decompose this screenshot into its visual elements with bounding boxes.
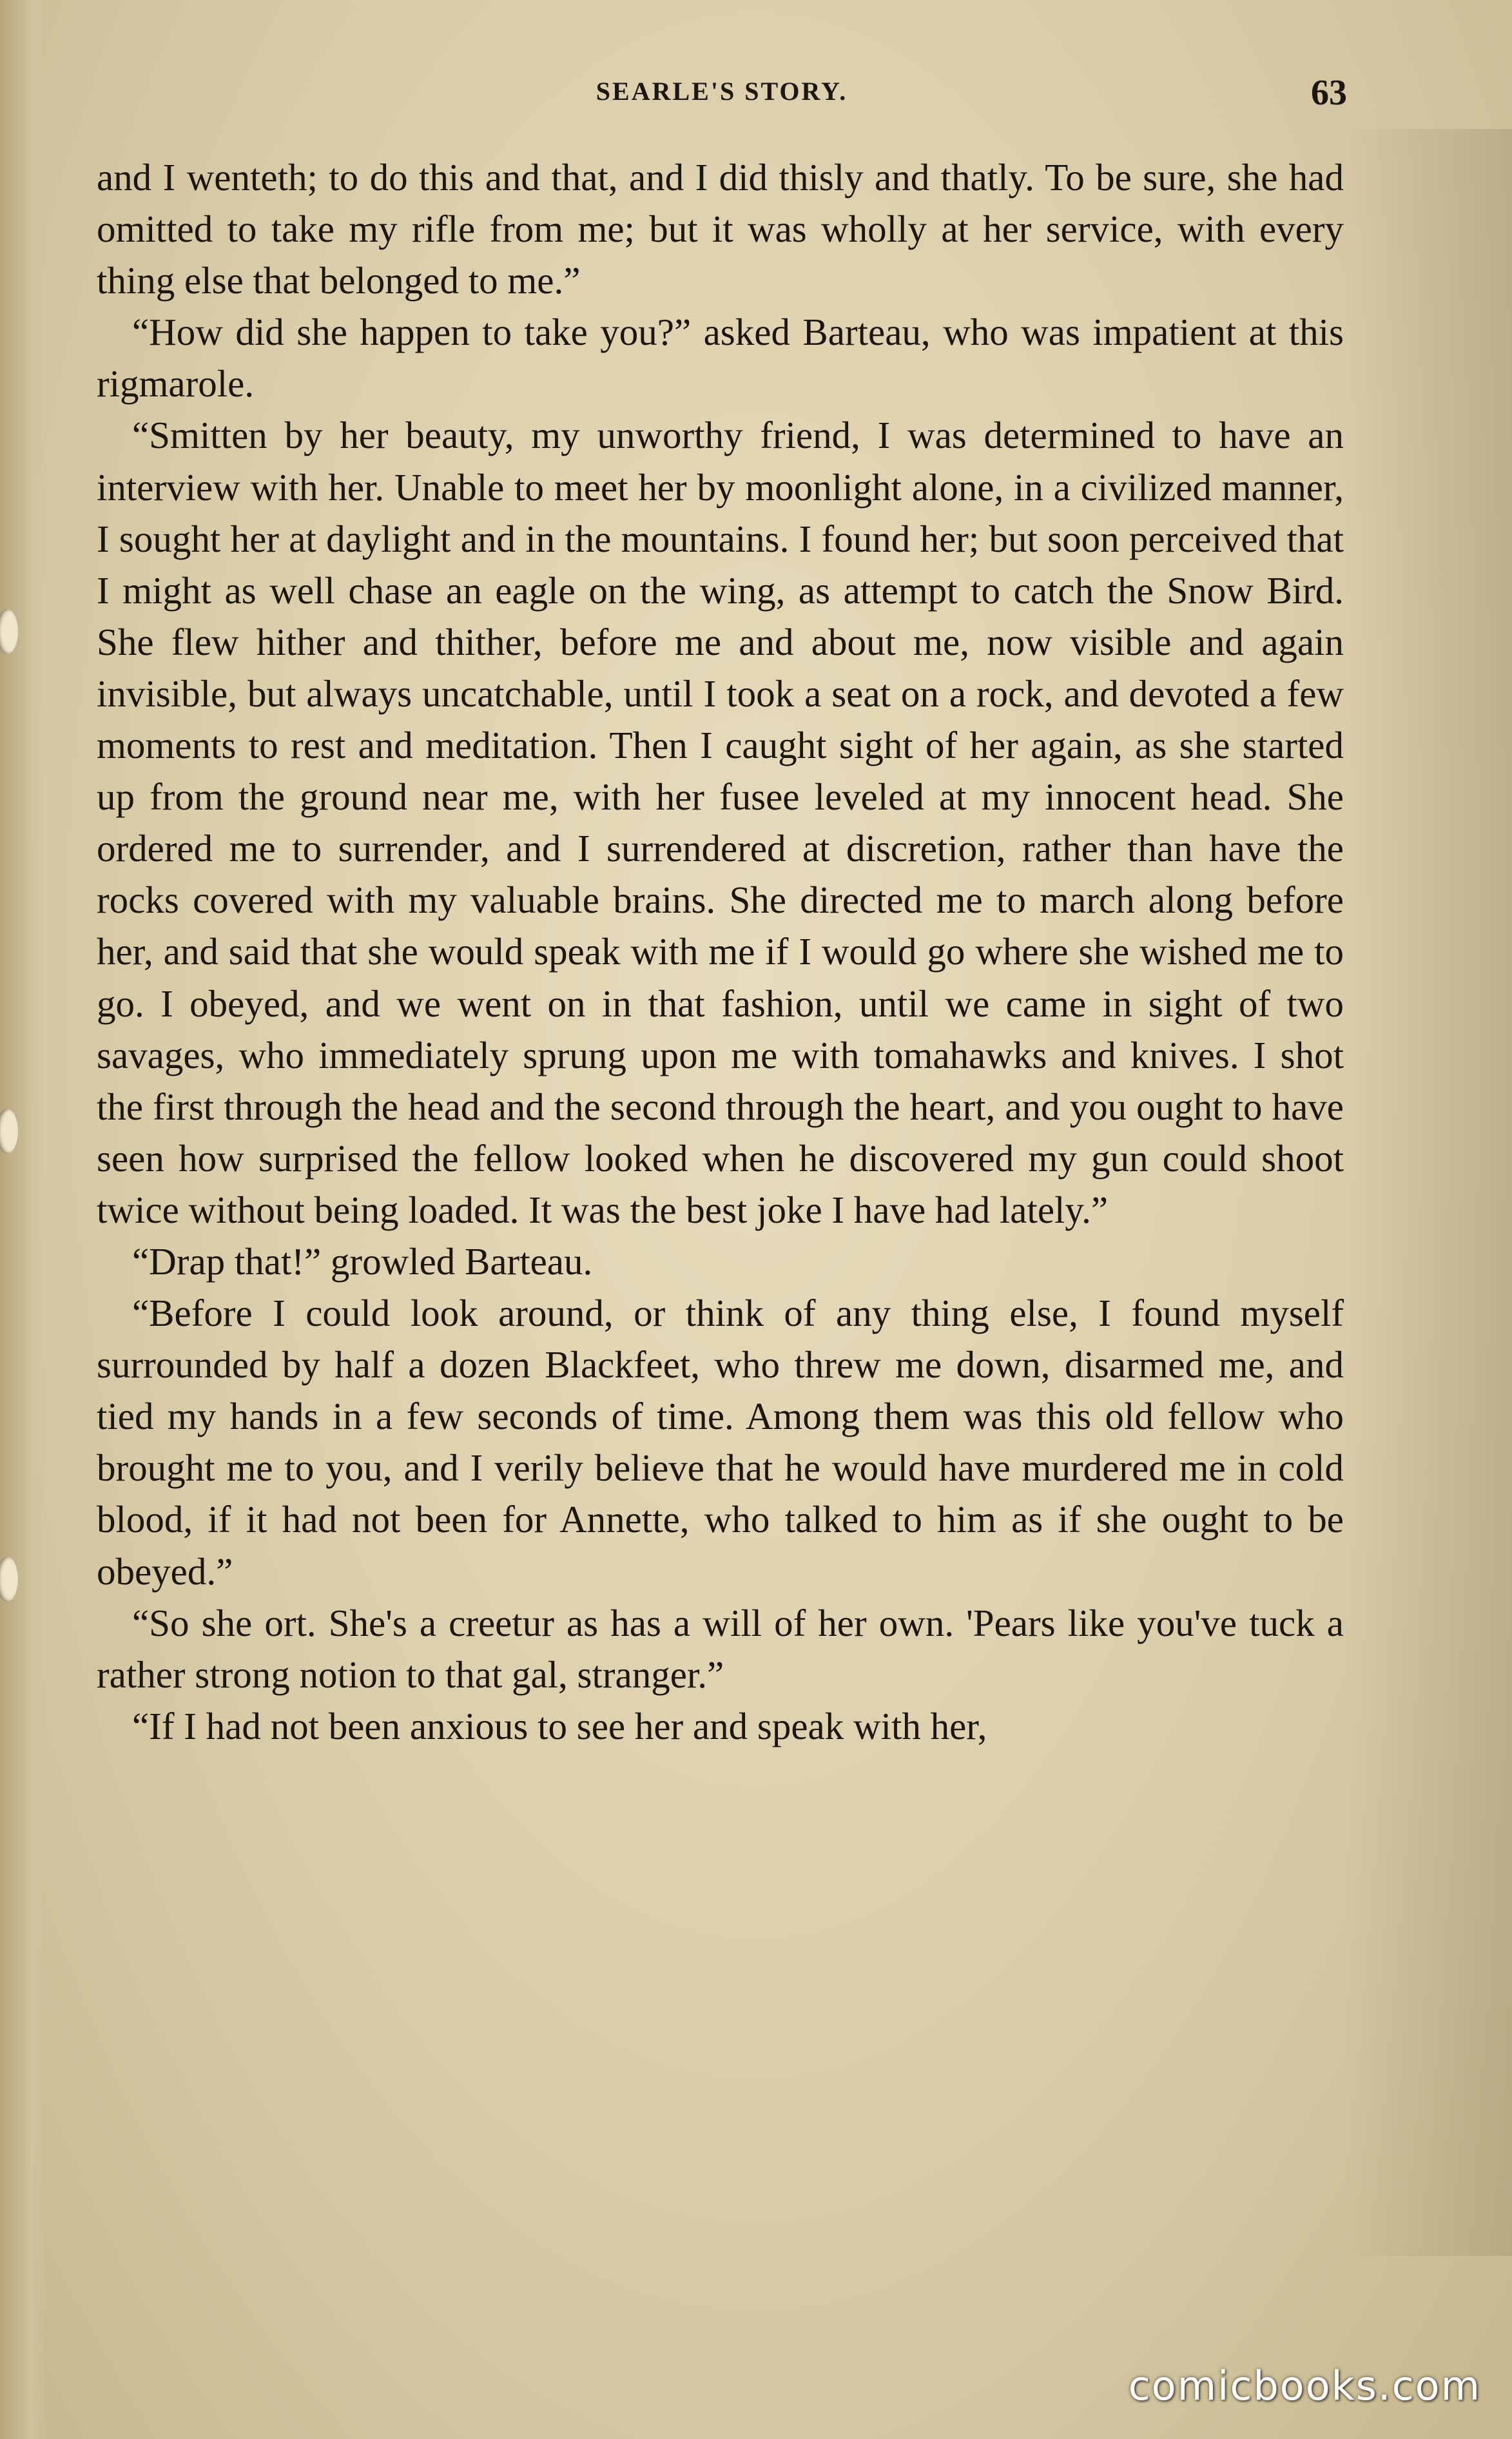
paragraph: “Before I could look around, or think of any thing else, I found myself surrounded by half a dozen Blackfeet, who threw me down, disarmed me, and tied my hands in a few seconds of time. Among them was this old fellow who brought me to you, and I verily believe that he would have murdered me in cold blood, if it had not been for Annette, who talked to him as if she ought to be obeyed.”	[97, 1292, 1344, 1593]
page-number: 63	[1311, 73, 1347, 113]
paragraph: “How did she happen to take you?” asked Barteau, who was impatient at this rigmarole.	[97, 311, 1344, 405]
watermark: comicbooks.com	[1128, 2362, 1481, 2409]
paragraph: “If I had not been anxious to see her and speak with her,	[132, 1704, 987, 1747]
page-gutter-shadow	[0, 0, 45, 2439]
paragraph: “Drap that!” growled Barteau.	[132, 1239, 593, 1283]
show-through-shadow	[1344, 129, 1512, 2256]
paragraph: and I wenteth; to do this and that, and I did thisly and thatly. To be sure, she had omitted to take my rifle from me; but it was wholly at her service, with every thing else that belonged to me.”	[97, 156, 1344, 302]
running-head: SEARLE'S STORY.	[596, 77, 848, 106]
paragraph: “So she ort. She's a creetur as has a will of her own. 'Pears like you've tuck a rather strong notion to that gal, stranger.”	[97, 1601, 1344, 1696]
body-text	[97, 151, 1344, 1752]
paragraph: “Smitten by her beauty, my unworthy friend, I was determined to have an interview with her. Unable to meet her by moonlight alone, in a civilized manner, I sought her at daylight and in the mountains. I found her; but soon perceived that I might as well chase an eagle on the wing, as attempt to catch the Snow Bird. She flew hither and thither, before me and about me, now visible and again invisible, but always uncatchable, until I took a seat on a rock, and devoted a few moments to rest and meditation. Then I caught sight of her again, as she started up from the ground near me, with her fusee leveled at my innocent head. She ordered me to surrender, and I surrendered at discretion, rather than have the rocks covered with my valuable brains. She directed me to march along before her, and said that she would speak with me if I would go where she wished me to go. I obeyed, and we went on in that fashion, until we came in sight of two savages, who immediately sprung upon me with tomahawks and knives. I shot the first through the head and the second through the heart, and you ought to have seen how surprised the fellow looked when he discovered my gun could shoot twice without being loaded. It was the best joke I have had lately.”	[97, 414, 1344, 1231]
page-header	[97, 73, 1347, 128]
